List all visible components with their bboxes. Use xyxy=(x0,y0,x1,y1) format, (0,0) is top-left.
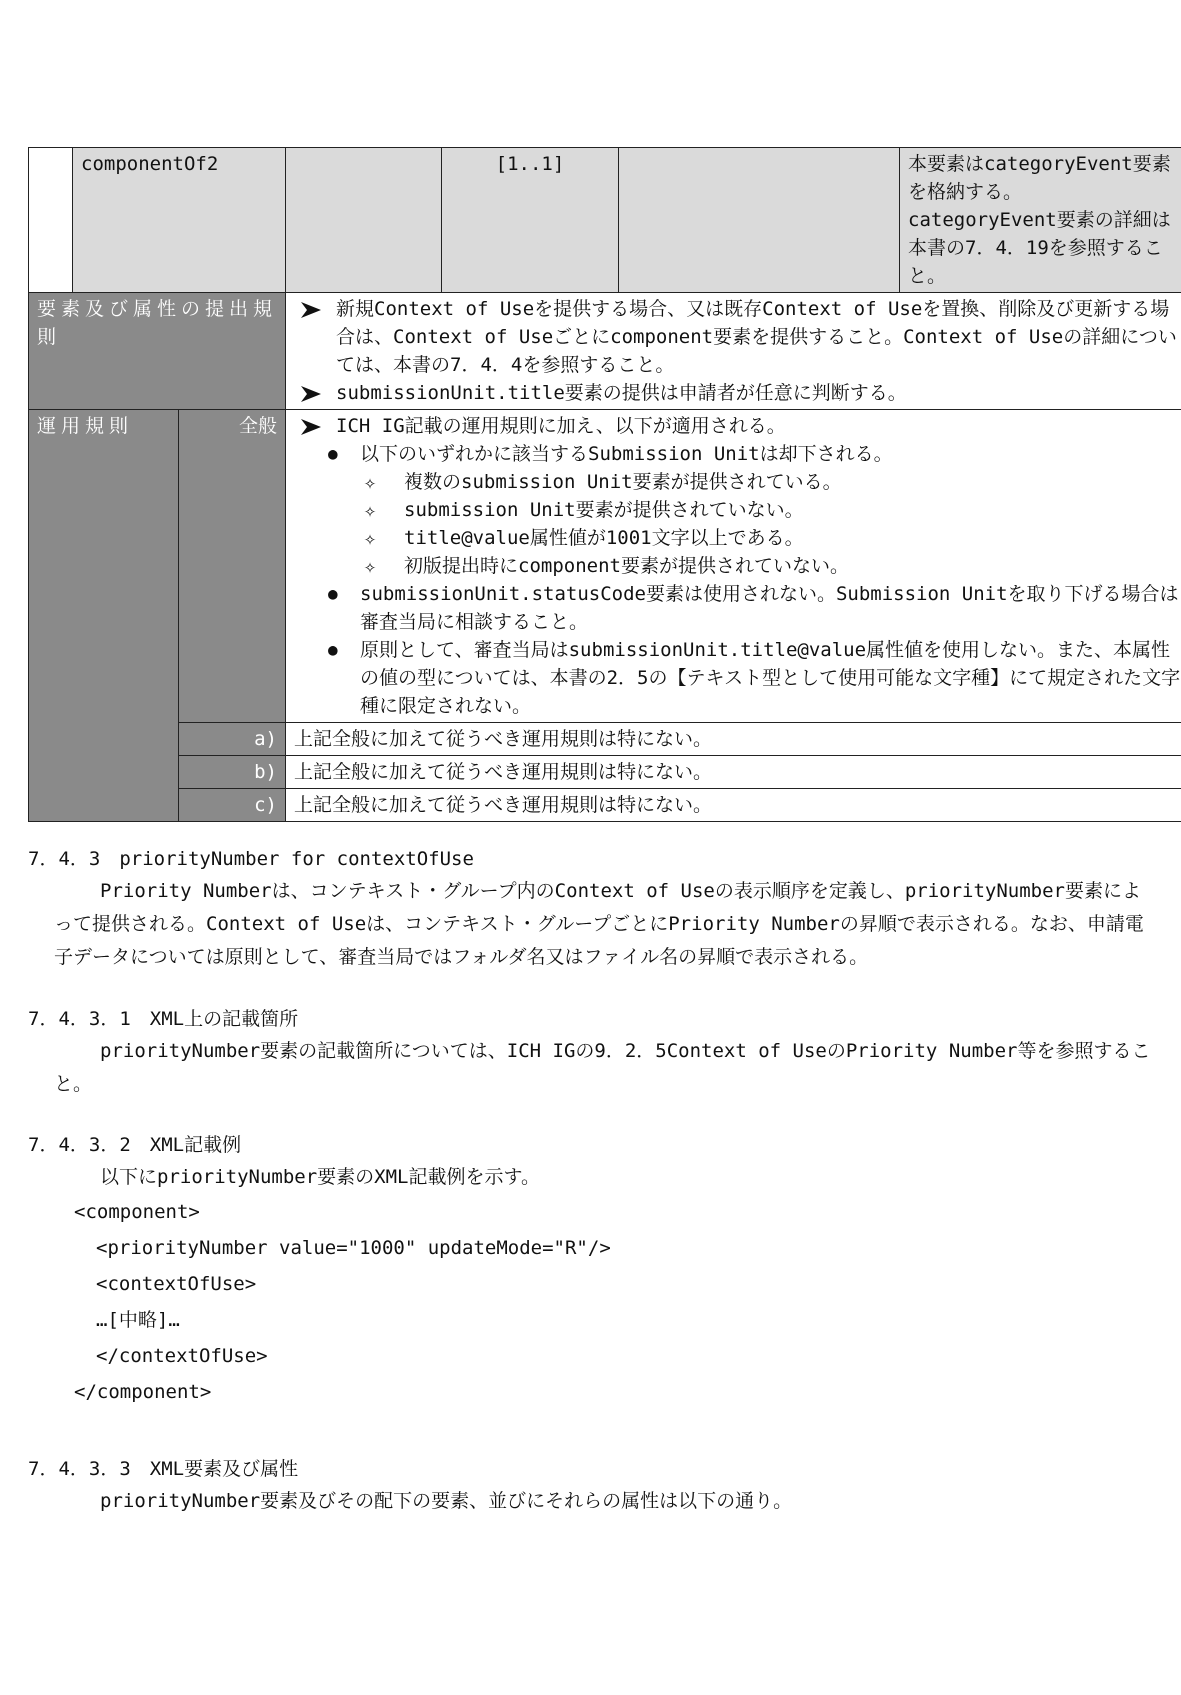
arrow-list-item: ICH IG記載の運用規則に加え、以下が適用される。 xyxy=(294,412,1181,440)
bullet-list-item: ● 原則として、審査当局はsubmissionUnit.title@value属性値を使用しない。また、本属性の値の型については、本書の2．5の【テキスト型として使用可能な文字種】にて規定された文字種に限定されない。 xyxy=(294,636,1181,720)
disc-bullet-icon: ● xyxy=(328,640,338,659)
rule-row-label: b) xyxy=(179,756,286,789)
general-rules-content xyxy=(286,410,1181,723)
diamond-list-item: ✧ title@value属性値が1001文字以上である。 xyxy=(364,526,804,550)
description-line: categoryEvent要素の詳細は xyxy=(908,209,1171,231)
code-line: <component> xyxy=(74,1201,200,1223)
description-line: 本要素はcategoryEvent要素 xyxy=(908,153,1171,175)
xml-code-block xyxy=(28,1194,1151,1410)
section-paragraph: priorityNumber要素の記載箇所については、ICH IGの9．2．5Context of UseのPriority Number等を参照すること。 xyxy=(54,1040,1151,1095)
indent-cell xyxy=(29,148,73,293)
bullet-list-item: ● 以下のいずれかに該当するSubmission Unitは却下される。 xyxy=(294,440,1181,468)
arrow-bullet-icon xyxy=(300,379,326,407)
disc-bullet-icon: ● xyxy=(328,584,338,603)
diamond-bullet-icon: ✧ xyxy=(364,554,377,578)
section-heading: 7．4．3．3 XML要素及び属性 xyxy=(28,1458,299,1480)
bullet-list-item: ● submissionUnit.statusCode要素は使用されない。Submission Unitを取り下げる場合は審査当局に相談すること。 xyxy=(294,580,1181,636)
description-cell xyxy=(900,148,1181,293)
section-heading: 7．4．3 priorityNumber for contextOfUse xyxy=(28,848,474,870)
submission-rules-label: 要素及び属性の提出規則 xyxy=(29,293,286,410)
section-7-4-3-1 xyxy=(28,1003,1151,1101)
rule-row-label: c) xyxy=(179,789,286,822)
description-line: 本書の7．4．19を参照するこ xyxy=(908,237,1163,259)
section-heading: 7．4．3．2 XML記載例 xyxy=(28,1134,242,1156)
section-7-4-3-3 xyxy=(28,1453,1151,1518)
code-line: </contextOfUse> xyxy=(96,1345,268,1367)
section-paragraph: priorityNumber要素及びその配下の要素、並びにそれらの属性は以下の通り。 xyxy=(100,1490,793,1512)
table-row xyxy=(29,410,1181,723)
description-line: と。 xyxy=(908,265,947,287)
arrow-list-item: 新規Context of Useを提供する場合、又は既存Context of Useを置換、削除及び更新する場合は、Context of Useごとにcomponent要素を提供すること。Context of Useの詳細については、本書の7．4．4を参照すること。 xyxy=(294,295,1181,379)
diamond-bullet-icon: ✧ xyxy=(364,498,377,522)
table-row xyxy=(29,293,1181,410)
arrow-list-item: submissionUnit.title要素の提供は申請者が任意に判断する。 xyxy=(294,379,1181,407)
spec-table xyxy=(28,147,1181,822)
diamond-list-item: ✧ 複数のsubmission Unit要素が提供されている。 xyxy=(364,470,842,494)
code-line: <contextOfUse> xyxy=(96,1273,257,1295)
rule-row-text: 上記全般に加えて従うべき運用規則は特にない。 xyxy=(286,756,1181,789)
section-7-4-3 xyxy=(28,843,1151,974)
operating-rules-label: 運用規則 xyxy=(29,410,179,822)
description-line: を格納する。 xyxy=(908,181,1023,203)
element-name-cell: componentOf2 xyxy=(73,148,286,293)
section-paragraph: 以下にpriorityNumber要素のXML記載例を示す。 xyxy=(100,1166,540,1188)
table-row xyxy=(29,789,1181,822)
cardinality-cell: [1..1] xyxy=(442,148,619,293)
code-line: <priorityNumber value="1000" updateMode="R"/> xyxy=(96,1237,611,1259)
table-row xyxy=(29,756,1181,789)
arrow-bullet-icon xyxy=(300,295,326,323)
table-row xyxy=(29,148,1181,293)
code-line: …[中略]… xyxy=(96,1309,180,1331)
section-7-4-3-2 xyxy=(28,1129,1151,1410)
section-paragraph: Priority Numberは、コンテキスト・グループ内のContext of Useの表示順序を定義し、priorityNumber要素によって提供される。Context of Useは、コンテキスト・グループごとにPriority Numberの昇順で表示される。なお、申請電子データについては原則として、審査当局ではフォルダ名又はファイル名の昇順で表示される。 xyxy=(54,880,1144,968)
general-label: 全般 xyxy=(179,410,286,723)
diamond-list-item: ✧ submission Unit要素が提供されていない。 xyxy=(364,498,804,522)
disc-bullet-icon: ● xyxy=(328,444,338,463)
rule-row-text: 上記全般に加えて従うべき運用規則は特にない。 xyxy=(286,789,1181,822)
section-heading: 7．4．3．1 XML上の記載箇所 xyxy=(28,1008,299,1030)
rule-row-text: 上記全般に加えて従うべき運用規則は特にない。 xyxy=(286,723,1181,756)
diamond-bullet-icon: ✧ xyxy=(364,470,377,494)
arrow-bullet-icon xyxy=(300,412,326,440)
rule-row-label: a) xyxy=(179,723,286,756)
empty-cell xyxy=(286,148,442,293)
code-line: </component> xyxy=(74,1381,212,1403)
diamond-bullet-icon: ✧ xyxy=(364,526,377,550)
submission-rules-content xyxy=(286,293,1181,410)
table-row xyxy=(29,723,1181,756)
diamond-list-item: ✧ 初版提出時にcomponent要素が提供されていない。 xyxy=(364,554,849,578)
empty-cell xyxy=(619,148,900,293)
